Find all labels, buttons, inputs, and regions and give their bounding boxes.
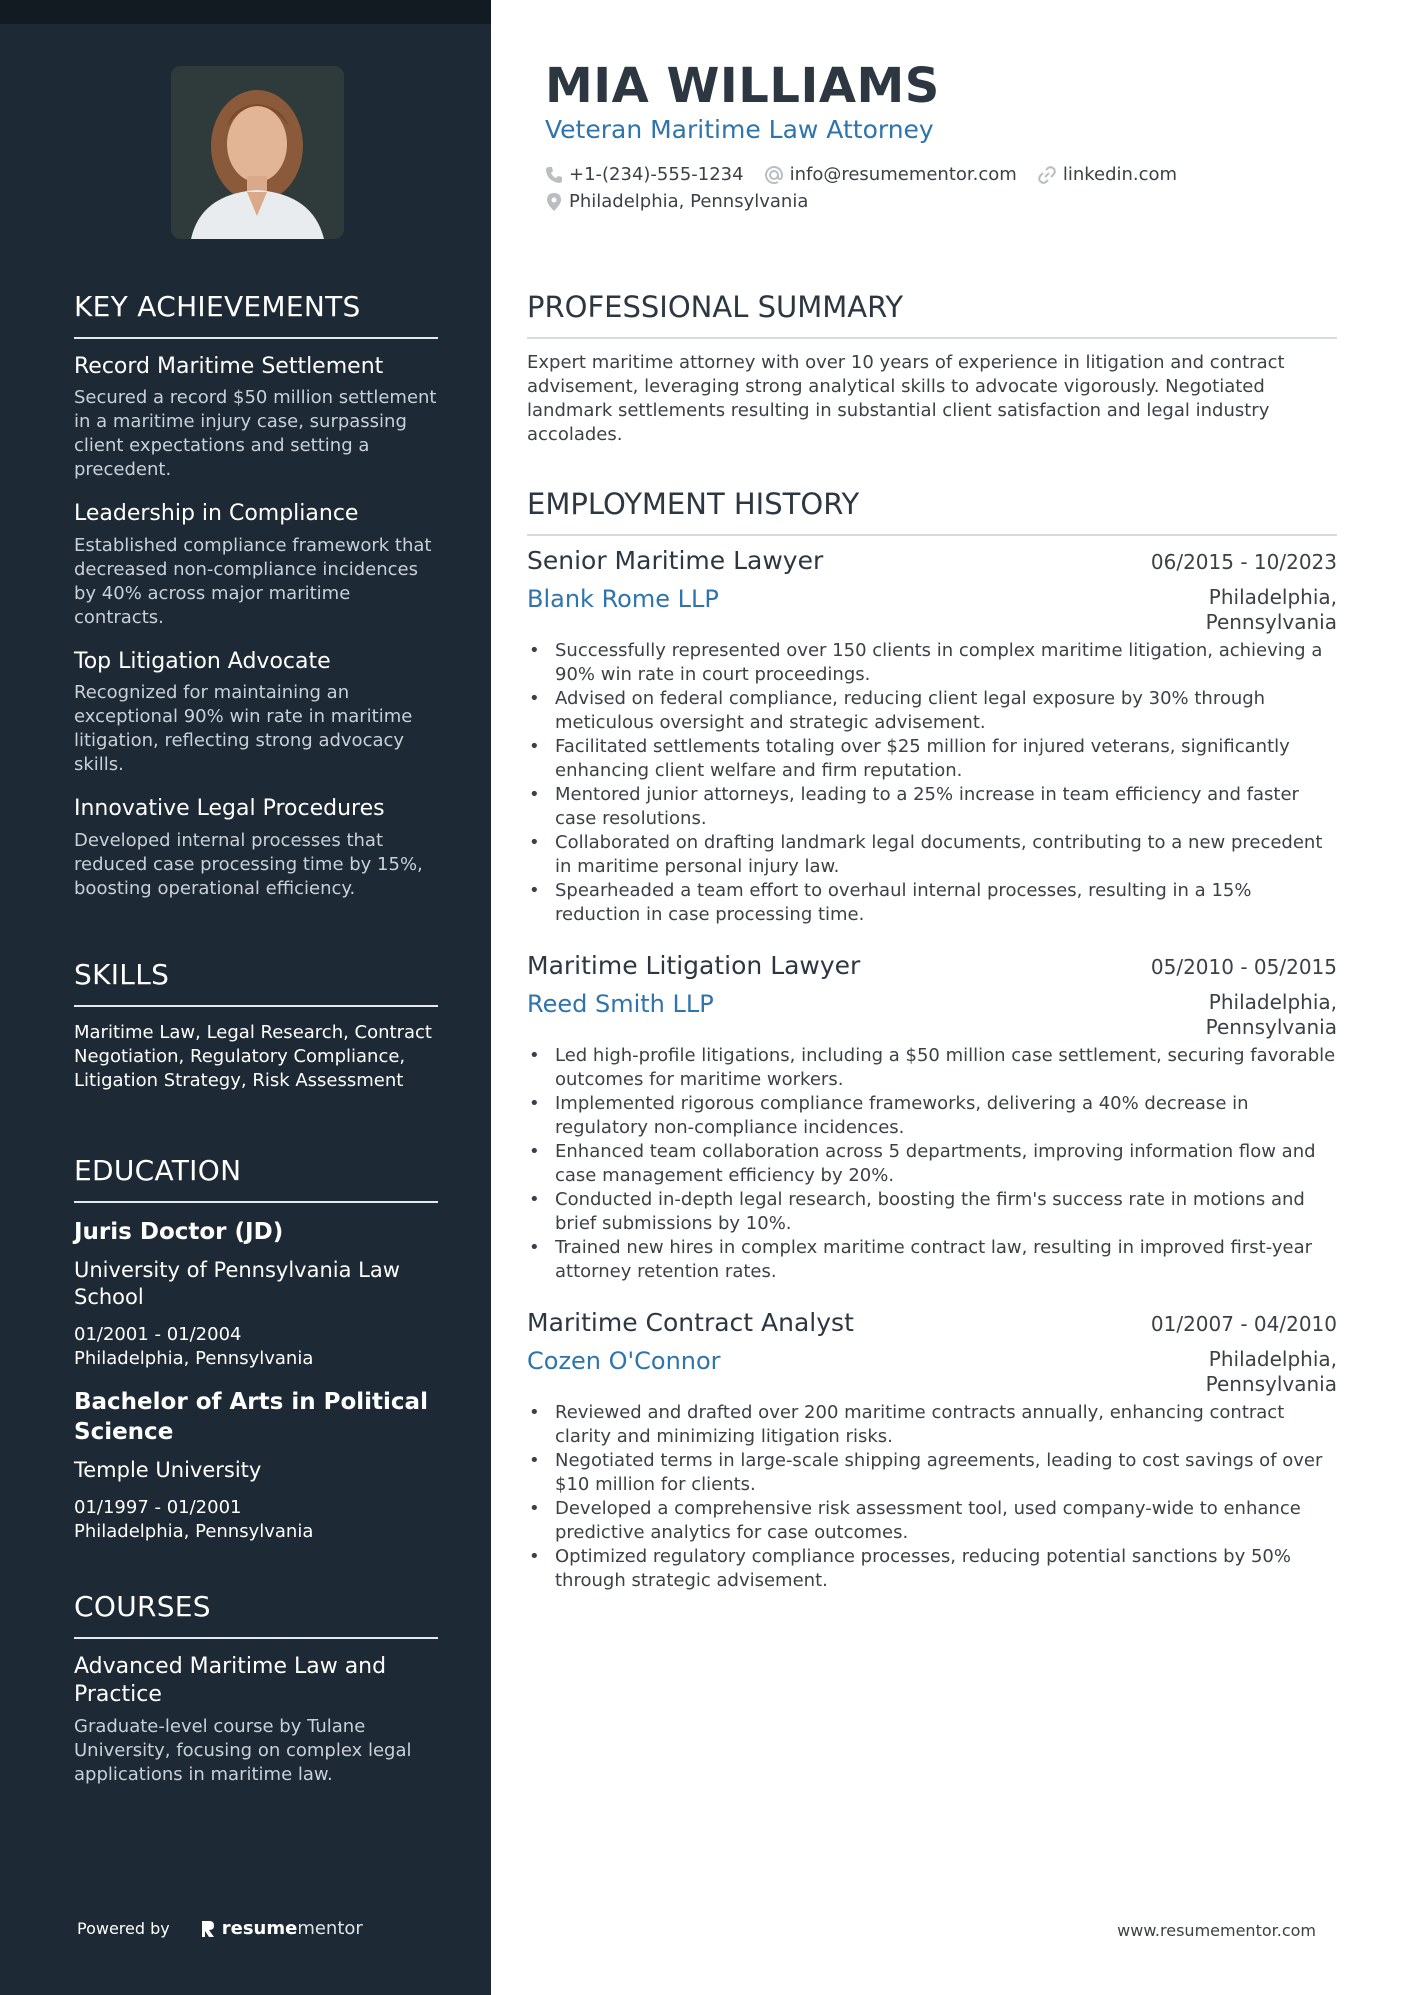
candidate-name: MIA WILLIAMS [545, 58, 940, 114]
job-bullet: • Successfully represented over 150 clients in complex maritime litigation, achieving a 90% win rate in court proceedings. [527, 639, 1337, 687]
contact-location [545, 191, 808, 212]
job-bullet: • Advised on federal compliance, reducing client legal exposure by 30% through meticulous oversight and strategic advisement. [527, 687, 1337, 735]
education-heading: EDUCATION [74, 1154, 438, 1203]
job-dates: 01/2007 - 04/2010 [1150, 1312, 1337, 1336]
contact-phone[interactable] [545, 164, 744, 185]
link-icon [1037, 165, 1057, 185]
achievement-item [74, 353, 438, 483]
job-bullet: • Trained new hires in complex maritime contract law, resulting in improved first-year attorney retention rates. [527, 1236, 1337, 1284]
skills-section [74, 958, 438, 1093]
education-school: Temple University [74, 1457, 262, 1482]
sidebar-top-bar [0, 0, 491, 24]
skills-heading: SKILLS [74, 958, 438, 1007]
job-bullet: • Led high-profile litigations, including a $50 million case settlement, securing favorable outcomes for maritime workers. [527, 1044, 1337, 1092]
job-location: Philadelphia, Pennsylvania [1205, 1347, 1337, 1396]
contact-linkedin[interactable] [1037, 164, 1177, 185]
achievement-item [74, 500, 438, 630]
job-company: Reed Smith LLP [527, 990, 714, 1018]
footer-url[interactable]: www.resumementor.com [1117, 1921, 1316, 1940]
job-bullets [527, 1401, 1337, 1593]
sidebar [0, 0, 491, 1995]
job-bullet: • Developed a comprehensive risk assessment tool, used company-wide to enhance predictive analytics for case outcomes. [527, 1497, 1337, 1545]
courses-section [74, 1590, 438, 1787]
education-section [74, 1154, 438, 1560]
achievement-title: Innovative Legal Procedures [74, 796, 385, 822]
achievement-item [74, 795, 438, 901]
job-bullet: • Enhanced team collaboration across 5 departments, improving information flow and case management efficiency by 20%. [527, 1140, 1337, 1188]
achievement-title: Record Maritime Settlement [74, 353, 384, 379]
job-dates: 05/2010 - 05/2015 [1150, 955, 1337, 979]
job-bullet: • Collaborated on drafting landmark legal documents, contributing to a new precedent in maritime personal injury law. [527, 831, 1337, 879]
summary-section [527, 290, 1337, 447]
job-entry [527, 1308, 1337, 1593]
job-bullets [527, 639, 1337, 927]
job-dates: 06/2015 - 10/2023 [1150, 550, 1337, 574]
brand-light: mentor [297, 1918, 363, 1939]
education-degree: Bachelor of Arts in Political Science [74, 1388, 428, 1445]
employment-section [527, 487, 1337, 536]
achievements-section [74, 290, 438, 919]
brand-bold: resume [221, 1918, 298, 1939]
achievement-item [74, 648, 438, 778]
education-item [74, 1217, 438, 1371]
education-dates: 01/2001 - 01/2004 [74, 1323, 242, 1345]
job-location: Philadelphia, Pennsylvania [1205, 585, 1337, 634]
location-pin-icon [545, 192, 563, 212]
linkedin-text: linkedin.com [1062, 164, 1178, 185]
job-bullet: • Facilitated settlements totaling over $25 million for injured veterans, significantly enhancing client welfare and firm reputation. [527, 735, 1337, 783]
location-text: Philadelphia, Pennsylvania [569, 191, 809, 212]
contact-row [545, 164, 1177, 185]
achievement-title: Leadership in Compliance [74, 501, 359, 527]
contact-row-location [545, 191, 808, 212]
course-item [74, 1653, 438, 1787]
profile-photo-illustration [171, 66, 344, 239]
powered-by [77, 1918, 363, 1939]
job-entry [527, 951, 1337, 1284]
job-company: Blank Rome LLP [527, 585, 719, 613]
powered-by-label: Powered by [77, 1919, 170, 1938]
resumementor-logo[interactable] [200, 1918, 363, 1939]
courses-heading: COURSES [74, 1590, 438, 1639]
job-bullet: • Implemented rigorous compliance frameworks, delivering a 40% decrease in regulatory non-compliance incidences. [527, 1092, 1337, 1140]
achievement-desc: Established compliance framework that decreased non-compliance incidences by 40% across major maritime contracts. [74, 534, 432, 628]
job-company: Cozen O'Connor [527, 1347, 721, 1375]
achievement-desc: Developed internal processes that reduced case processing time by 15%, boosting operational efficiency. [74, 829, 423, 899]
education-degree: Juris Doctor (JD) [74, 1218, 284, 1245]
education-meta [74, 1496, 438, 1544]
phone-text: +1-(234)-555-1234 [569, 164, 744, 185]
education-school: University of Pennsylvania Law School [74, 1257, 400, 1309]
education-location: Philadelphia, Pennsylvania [74, 1347, 314, 1369]
contact-email[interactable] [764, 164, 1017, 185]
achievement-desc: Secured a record $50 million settlement in a maritime injury case, surpassing client expectations and setting a precedent. [74, 387, 437, 481]
job-bullet: • Conducted in-depth legal research, boosting the firm's success rate in motions and brief submissions by 10%. [527, 1188, 1337, 1236]
job-bullet: • Mentored junior attorneys, leading to a 25% increase in team efficiency and faster case resolutions. [527, 783, 1337, 831]
summary-text: Expert maritime attorney with over 10 years of experience in litigation and contract advisement, leveraging strong analytical skills to advocate vigorously. Negotiated landmark settlements resulting in substantial client satisfaction and legal industry accolades. [527, 351, 1285, 445]
job-bullet: • Spearheaded a team effort to overhaul internal processes, resulting in a 15% reduction in case processing time. [527, 879, 1337, 927]
job-position: Senior Maritime Lawyer [527, 546, 824, 575]
candidate-title: Veteran Maritime Law Attorney [545, 115, 934, 144]
job-bullet: • Optimized regulatory compliance processes, reducing potential sanctions by 50% through strategic advisement. [527, 1545, 1337, 1593]
course-desc: Graduate-level course by Tulane University, focusing on complex legal applications in maritime law. [74, 1715, 412, 1785]
resumementor-logo-icon [200, 1919, 216, 1939]
education-meta [74, 1323, 438, 1371]
achievement-desc: Recognized for maintaining an exceptional 90% win rate in maritime litigation, reflecting strong advocacy skills. [74, 682, 413, 776]
education-item [74, 1387, 438, 1544]
skills-list: Maritime Law, Legal Research, Contract Negotiation, Regulatory Compliance, Litigation Strategy, Risk Assessment [74, 1021, 432, 1091]
job-location: Philadelphia, Pennsylvania [1205, 990, 1337, 1039]
summary-heading: PROFESSIONAL SUMMARY [527, 290, 1337, 339]
education-dates: 01/1997 - 01/2001 [74, 1496, 242, 1518]
phone-icon [545, 166, 563, 184]
course-title: Advanced Maritime Law and Practice [74, 1653, 387, 1707]
profile-photo [171, 66, 344, 239]
achievement-title: Top Litigation Advocate [74, 648, 331, 674]
job-position: Maritime Contract Analyst [527, 1308, 854, 1337]
email-text: info@resumementor.com [789, 164, 1017, 185]
education-location: Philadelphia, Pennsylvania [74, 1520, 314, 1542]
job-position: Maritime Litigation Lawyer [527, 951, 861, 980]
job-bullet: • Reviewed and drafted over 200 maritime contracts annually, enhancing contract clarity and minimizing litigation risks. [527, 1401, 1337, 1449]
employment-heading: EMPLOYMENT HISTORY [527, 487, 1337, 536]
achievements-heading: KEY ACHIEVEMENTS [74, 290, 438, 339]
job-bullet: • Negotiated terms in large-scale shipping agreements, leading to cost savings of over $10 million for clients. [527, 1449, 1337, 1497]
job-entry [527, 546, 1337, 927]
job-bullets [527, 1044, 1337, 1284]
at-icon [764, 165, 784, 185]
